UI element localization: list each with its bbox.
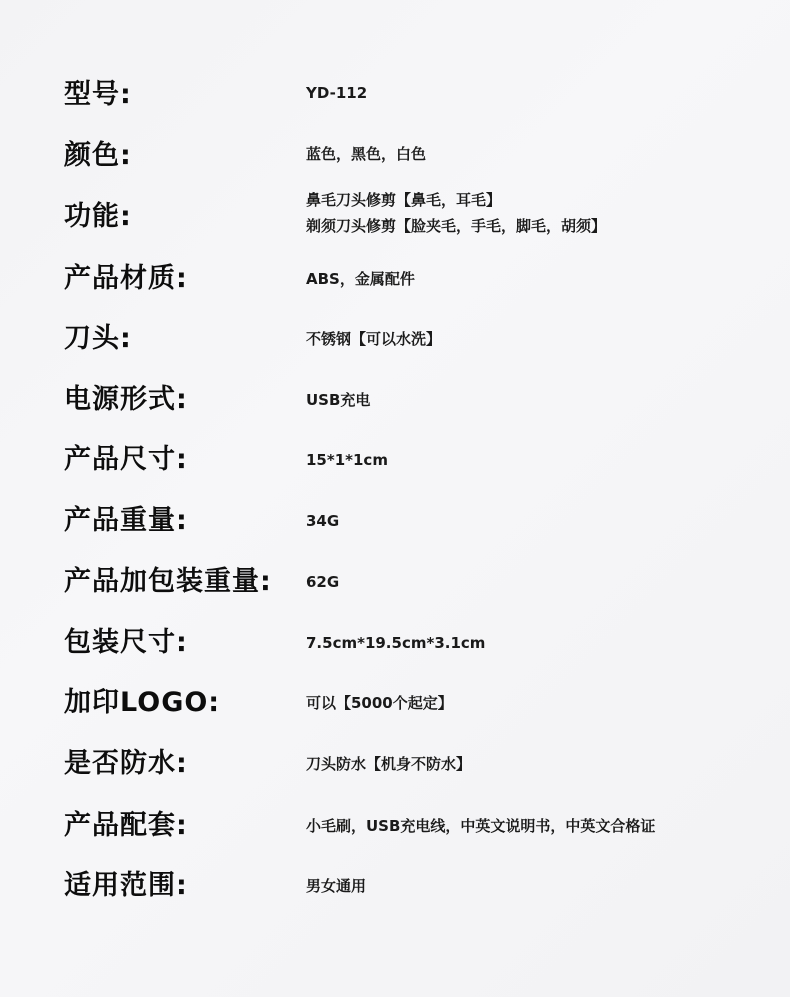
spec-label: 刀头: (64, 323, 132, 354)
spec-label: 产品尺寸: (64, 444, 188, 475)
spec-label: 产品加包装重量: (64, 566, 272, 597)
spec-value-line: 34G (306, 512, 340, 530)
spec-value (306, 387, 370, 413)
spec-label: 电源形式: (64, 384, 188, 415)
spec-value (306, 141, 426, 167)
spec-value (306, 813, 655, 839)
spec-value (306, 266, 415, 292)
spec-value (306, 508, 339, 534)
spec-value-line: ABS，金属配件 (306, 270, 415, 288)
spec-value-line: 62G (306, 573, 340, 591)
spec-value (306, 751, 471, 777)
spec-value-line: USB充电 (306, 391, 371, 409)
spec-label: 是否防水: (64, 748, 188, 779)
spec-label: 功能: (64, 201, 132, 232)
spec-value-line: 蓝色，黑色，白色 (306, 145, 427, 163)
spec-value (306, 690, 453, 716)
spec-label: 型号: (64, 79, 132, 110)
spec-value-line: 不锈钢【可以水洗】 (306, 330, 442, 348)
spec-value-line: 可以【5000个起定】 (306, 694, 453, 712)
spec-value-line: 鼻毛刀头修剪【鼻毛，耳毛】 (306, 191, 502, 209)
spec-label: 产品重量: (64, 505, 188, 536)
spec-value (306, 326, 441, 352)
spec-value (306, 447, 388, 473)
spec-label: 产品配套: (64, 810, 188, 841)
spec-label: 适用范围: (64, 870, 188, 901)
spec-value-line: 刀头防水【机身不防水】 (306, 755, 472, 773)
spec-value (306, 569, 339, 595)
spec-value-line: 男女通用 (306, 877, 367, 895)
spec-value-line: 7.5cm*19.5cm*3.1cm (306, 634, 486, 652)
spec-label: 颜色: (64, 140, 132, 171)
spec-label: 包装尺寸: (64, 627, 188, 658)
spec-value-line: YD-112 (306, 84, 368, 102)
spec-value-line: 小毛刷，USB充电线，中英文说明书，中英文合格证 (306, 817, 656, 835)
spec-label: 加印LOGO: (64, 687, 221, 718)
spec-value (306, 80, 367, 106)
spec-value (306, 187, 606, 239)
spec-label: 产品材质: (64, 263, 188, 294)
spec-value-line: 剃须刀头修剪【脸夹毛，手毛，脚毛，胡须】 (306, 217, 607, 235)
spec-value-line: 15*1*1cm (306, 451, 388, 469)
spec-value (306, 630, 485, 656)
spec-value (306, 873, 366, 899)
